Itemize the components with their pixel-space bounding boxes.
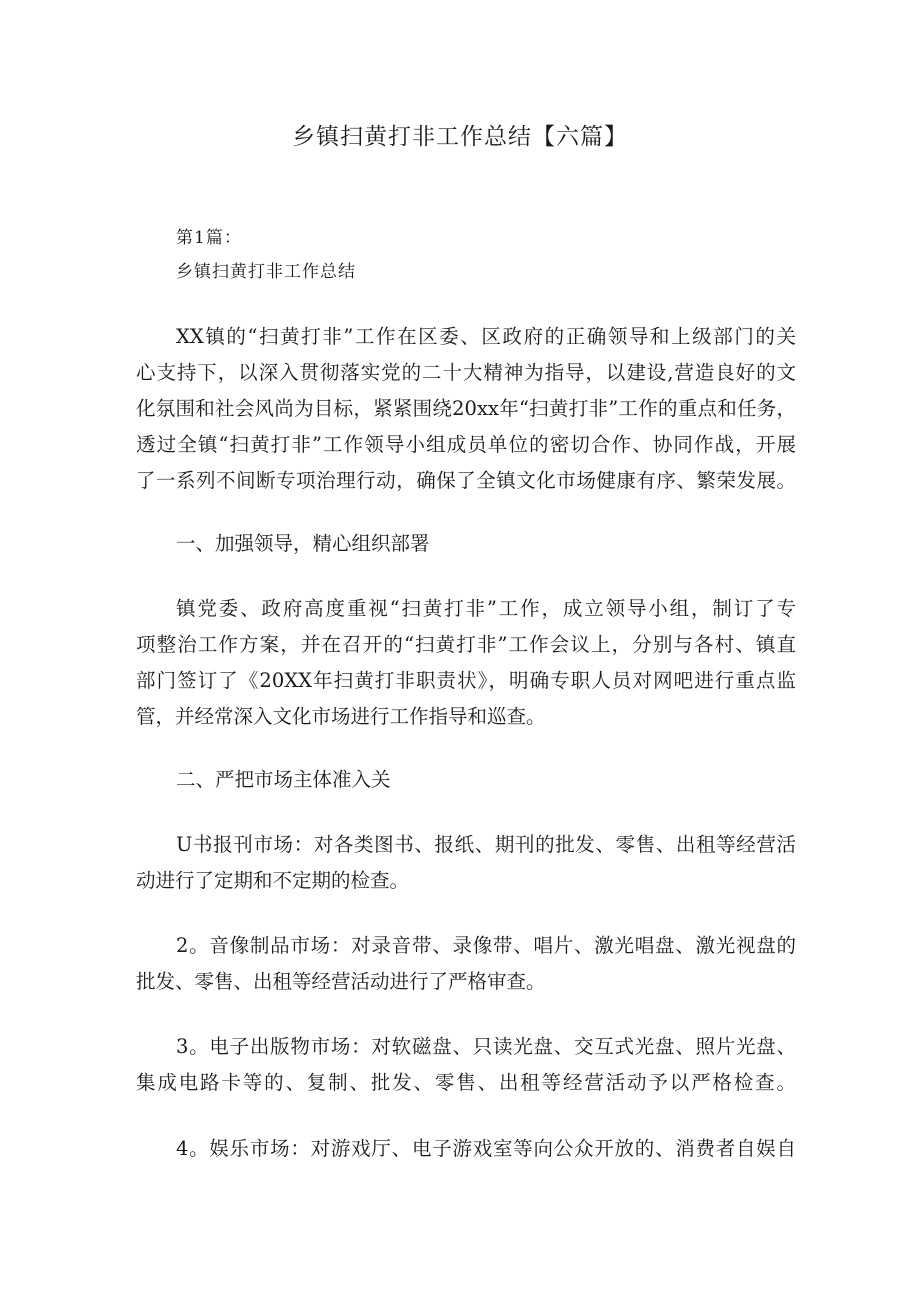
part-label: 第1篇： — [176, 228, 242, 248]
paragraph-line: 批发、零售、出租等经营活动进行了严格审查。 — [136, 970, 546, 993]
paragraph-line: 管，并经常深入文化市场进行工作指导和巡查。 — [136, 705, 546, 728]
paragraph-line: 3。电子出版物市场：对软磁盘、只读光盘、交互式光盘、照片光盘、 — [176, 1035, 796, 1058]
part-title: 乡镇扫黄打非工作总结 — [176, 262, 356, 282]
document-title: 乡镇扫黄打非工作总结【六篇】 — [292, 124, 628, 150]
paragraph-line: 项整治工作方案，并在召开的“扫黄打非”工作会议上，分别与各村、镇直 — [136, 633, 796, 656]
paragraph-line: U书报刊市场：对各类图书、报纸、期刊的批发、零售、出租等经营活 — [176, 833, 796, 856]
paragraph-line: 透过全镇“扫黄打非”工作领导小组成员单位的密切合作、协同作战，开展 — [136, 433, 796, 456]
paragraph-line: XX镇的“扫黄打非”工作在区委、区政府的正确领导和上级部门的关 — [176, 325, 796, 348]
paragraph-line: 心支持下，以深入贯彻落实党的二十大精神为指导，以建设,营造良好的文 — [136, 361, 796, 384]
paragraph-line: 了一系列不间断专项治理行动，确保了全镇文化市场健康有序、繁荣发展。 — [136, 469, 796, 492]
paragraph-line: 4。娱乐市场：对游戏厅、电子游戏室等向公众开放的、消费者自娱自 — [176, 1137, 796, 1160]
section-heading: 一、加强领导，精心组织部署 — [176, 532, 430, 555]
paragraph-line: 2。音像制品市场：对录音带、录像带、唱片、激光唱盘、激光视盘的 — [176, 934, 796, 957]
paragraph-line: 化氛围和社会风尚为目标，紧紧围绕20xx年“扫黄打非”工作的重点和任务， — [136, 397, 796, 420]
paragraph-line: 集成电路卡等的、复制、批发、零售、出租等经营活动予以严格检查。 — [136, 1071, 796, 1094]
paragraph-line: 部门签订了《20XX年扫黄打非职责状》，明确专职人员对网吧进行重点监 — [136, 669, 796, 692]
section-heading: 二、严把市场主体准入关 — [176, 768, 391, 791]
paragraph-line: 镇党委、政府高度重视“扫黄打非”工作，成立领导小组，制订了专 — [176, 597, 796, 620]
paragraph-line: 动进行了定期和不定期的检查。 — [136, 869, 410, 892]
